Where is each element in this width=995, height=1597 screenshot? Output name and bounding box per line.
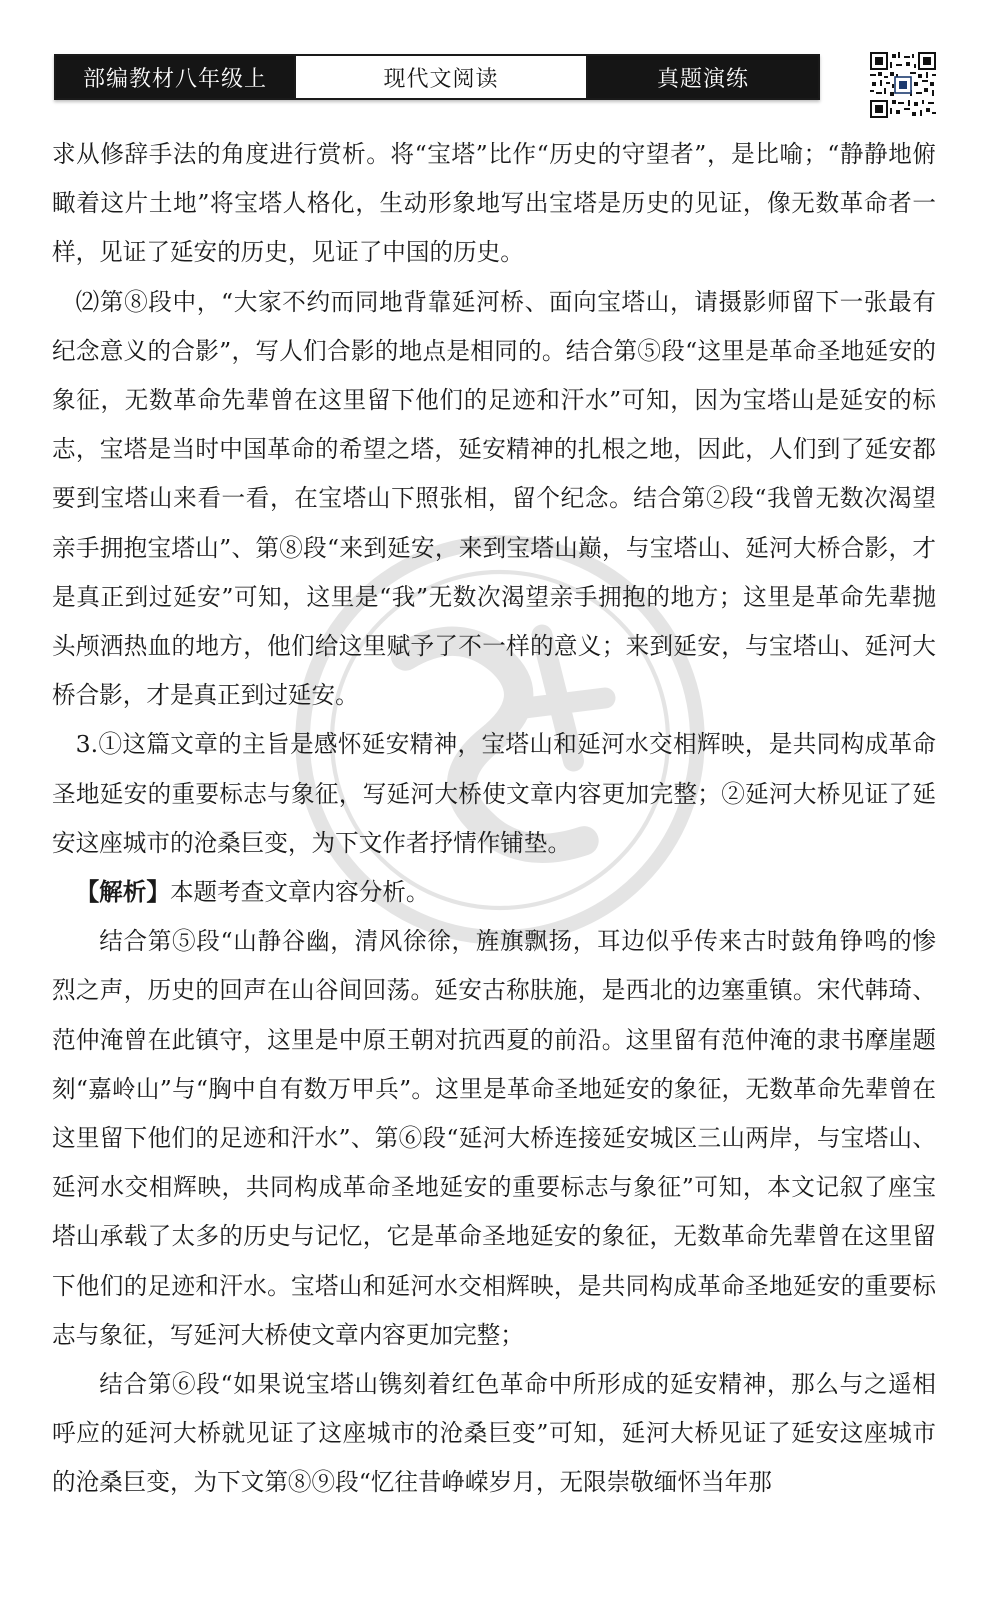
header-bar <box>54 54 820 100</box>
qr-code-icon <box>870 52 936 118</box>
analysis-label: 【解析】 <box>75 878 170 907</box>
paragraph-5: 结合第⑤段“山静谷幽，清风徐徐，旌旗飘扬，耳边似乎传来古时鼓角铮鸣的惨烈之声，历史的回声在山谷间回荡。延安古称肤施，是西北的边塞重镇。宋代韩琦、范仲淹曾在此镇守，这里是中原王朝对抗西夏的前沿。这里留有范仲淹的隶书摩崖题刻“嘉岭山”与“胸中自有数万甲兵”。这里是革命圣地延安的象征，无数革命先辈曾在这里留下他们的足迹和汗水”、第⑥段“延河大桥连接延安城区三山两岸，与宝塔山、延河水交相辉映，共同构成革命圣地延安的重要标志与象征”可知，本文记叙了座宝塔山承载了太多的历史与记忆，它是革命圣地延安的象征，无数革命先辈曾在这里留下他们的足迹和汗水。宝塔山和延河水交相辉映，是共同构成革命圣地延安的重要标志与象征，写延河大桥使文章内容更加完整； <box>52 927 936 1349</box>
section-label: 现代文阅读 <box>294 56 588 98</box>
analysis-intro: 本题考查文章内容分析。 <box>169 878 430 907</box>
answer-text <box>52 130 936 1508</box>
paragraph-2: ⑵第⑧段中，“大家不约而同地背靠延河桥、面向宝塔山，请摄影师留下一张最有纪念意义的合影”，写人们合影的地点是相同的。结合第⑤段“这里是革命圣地延安的象征，无数革命先辈曾在这里留下他们的足迹和汗水”可知，因为宝塔山是延安的标志，宝塔是当时中国革命的希望之塔，延安精神的扎根之地，因此，人们到了延安都要到宝塔山来看一看，在宝塔山下照张相，留个纪念。结合第②段“我曾无数次渴望亲手拥抱宝塔山”、第⑧段“来到延安，来到宝塔山巅，与宝塔山、延河大桥合影，才是真正到过延安”可知，这里是“我”无数次渴望亲手拥抱的地方；这里是革命先辈抛头颅洒热血的地方，他们给这里赋予了不一样的意义；来到延安，与宝塔山、延河大桥合影，才是真正到过延安。 <box>52 287 936 710</box>
paragraph-3: 3.①这篇文章的主旨是感怀延安精神，宝塔山和延河水交相辉映，是共同构成革命圣地延安的重要标志与象征，写延河大桥使文章内容更加完整；②延河大桥见证了延安这座城市的沧桑巨变，为下文作者抒情作铺垫。 <box>52 730 936 857</box>
paragraph-4 <box>52 868 936 917</box>
textbook-label: 部编教材八年级上 <box>56 56 294 98</box>
practice-label: 真题演练 <box>588 56 818 98</box>
paragraph-1: 求从修辞手法的角度进行赏析。将“宝塔”比作“历史的守望者”，是比喻；“静静地俯瞰着这片土地”将宝塔人格化，生动形象地写出宝塔是历史的见证，像无数革命者一样，见证了延安的历史，见证了中国的历史。 <box>52 140 936 267</box>
paragraph-6: 结合第⑥段“如果说宝塔山镌刻着红色革命中所形成的延安精神，那么与之遥相呼应的延河大桥就见证了这座城市的沧桑巨变”可知，延河大桥见证了延安这座城市的沧桑巨变，为下文第⑧⑨段“忆往昔峥嵘岁月，无限崇敬缅怀当年那 <box>52 1370 936 1497</box>
